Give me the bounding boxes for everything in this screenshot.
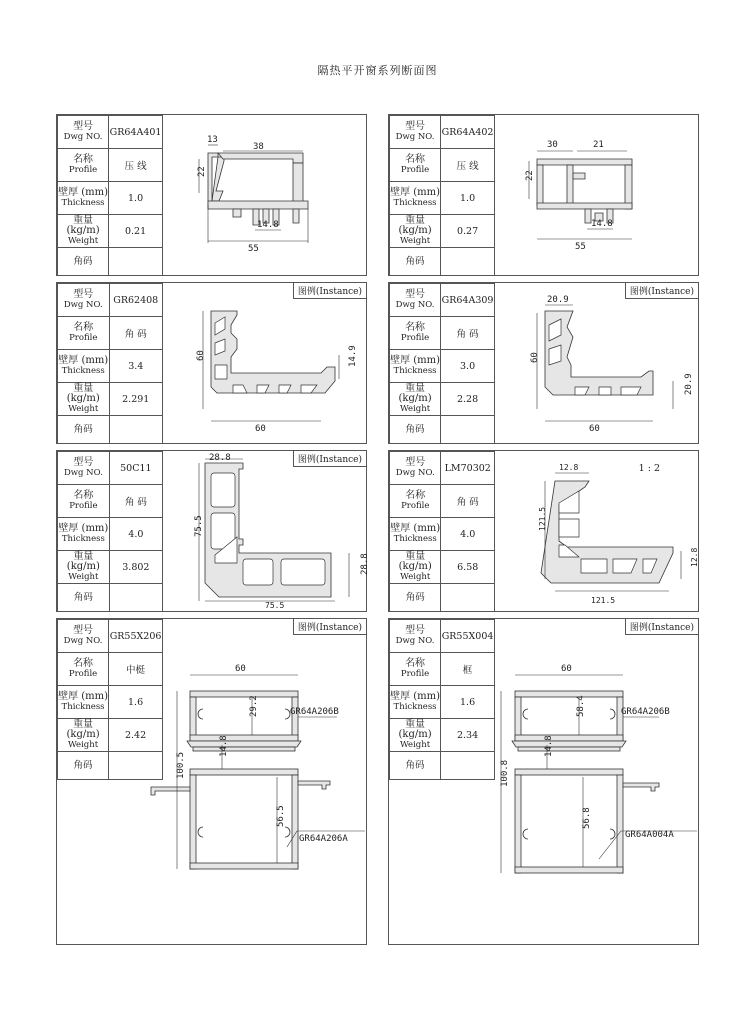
profile-label: 名称 xyxy=(73,490,94,501)
profile-panel-lm70302 xyxy=(388,450,699,612)
dim-label: 56.8 xyxy=(582,807,592,829)
dim-label: 60 xyxy=(589,424,600,434)
weight-label-en: Weight xyxy=(68,236,99,246)
thickness-label: 壁厚 (mm) xyxy=(390,355,441,366)
dwg-value: GR62408 xyxy=(109,284,163,317)
profile-panel-gr64a309 xyxy=(388,282,699,444)
thickness-label-en: Thickness xyxy=(61,534,105,544)
instance-legend: 图例(Instance) xyxy=(293,451,366,467)
dim-label: 121.5 xyxy=(591,596,616,605)
profile-label-en: Profile xyxy=(401,501,430,511)
profile-panel-50c11 xyxy=(56,450,370,612)
profile-label-en: Profile xyxy=(69,501,98,511)
dwg-label: 型号 xyxy=(405,289,426,300)
profile-panel-gr55x004 xyxy=(388,618,699,945)
profile-value: 压 线 xyxy=(109,149,163,182)
corner-label: 角码 xyxy=(390,584,441,612)
weight-label-en: Weight xyxy=(68,572,99,582)
thickness-value: 1.6 xyxy=(441,686,495,719)
dim-label: 56.5 xyxy=(276,805,286,827)
weight-label: 重量 (kg/m) xyxy=(66,215,100,236)
thickness-label: 壁厚 (mm) xyxy=(58,355,109,366)
profile-panel-gr64a402 xyxy=(388,114,699,276)
weight-label-en: Weight xyxy=(68,404,99,414)
thickness-label: 壁厚 (mm) xyxy=(390,187,441,198)
profile-label-en: Profile xyxy=(68,669,98,679)
weight-value: 0.27 xyxy=(441,215,495,248)
corner-label: 角码 xyxy=(58,584,110,612)
dim-label: 22 xyxy=(197,166,207,177)
dwg-label-en: Dwg NO. xyxy=(63,468,103,478)
weight-label-en: Weight xyxy=(400,236,431,246)
thickness-label: 壁厚 (mm) xyxy=(58,187,109,198)
dim-label: 100.8 xyxy=(500,759,510,787)
weight-value: 2.42 xyxy=(109,719,163,752)
dim-label: 60 xyxy=(255,424,266,434)
dim-label: 14.8 xyxy=(219,735,229,757)
dim-label: 14.9 xyxy=(348,345,358,367)
thickness-value: 1.6 xyxy=(109,686,163,719)
dim-label: 60 xyxy=(561,664,572,674)
spec-table xyxy=(57,115,163,276)
thickness-label: 壁厚 (mm) xyxy=(58,691,109,702)
callout-label: GR64A206B xyxy=(621,707,670,717)
profile-drawing xyxy=(163,115,366,275)
weight-value: 0.21 xyxy=(109,215,163,248)
dwg-value: GR55X004 xyxy=(441,620,495,653)
profile-drawing xyxy=(389,619,698,944)
profile-value: 角 码 xyxy=(109,317,163,350)
weight-label: 重量 (kg/m) xyxy=(398,215,432,236)
dim-label: 20.9 xyxy=(547,295,569,305)
profile-drawing xyxy=(495,451,698,611)
dim-label: 28.8 xyxy=(360,553,370,575)
profile-value: 角 码 xyxy=(109,485,162,518)
profile-drawing xyxy=(495,115,698,275)
profile-label-en: Profile xyxy=(400,669,430,679)
dim-label: 55 xyxy=(575,242,586,252)
weight-label: 重量 (kg/m) xyxy=(66,551,100,572)
weight-value: 3.802 xyxy=(109,551,162,584)
corner-value xyxy=(441,416,495,444)
dwg-label-en: Dwg NO. xyxy=(395,636,435,646)
dim-label: 14.8 xyxy=(544,735,554,757)
profile-panel-gr62408 xyxy=(56,282,367,444)
thickness-value: 3.0 xyxy=(441,350,495,383)
instance-legend: 图例(Instance) xyxy=(625,619,698,635)
callout-label: GR64A206A xyxy=(299,834,348,844)
profile-value: 压 线 xyxy=(441,149,495,182)
dwg-label: 型号 xyxy=(405,121,426,132)
dim-label: 13 xyxy=(207,135,218,145)
dwg-value: 50C11 xyxy=(109,452,162,485)
instance-legend: 图例(Instance) xyxy=(293,283,366,299)
profile-label: 名称 xyxy=(405,322,426,333)
dim-label: 58.4 xyxy=(576,695,586,717)
dwg-label: 型号 xyxy=(73,625,94,636)
dim-label: 30 xyxy=(547,140,558,150)
thickness-value: 4.0 xyxy=(109,518,162,551)
callout-label: GR64A004A xyxy=(625,830,674,840)
profile-label-en: Profile xyxy=(400,165,430,175)
instance-legend: 图例(Instance) xyxy=(625,283,698,299)
corner-value xyxy=(441,584,495,612)
profile-label-en: Profile xyxy=(68,165,98,175)
thickness-label-en: Thickness xyxy=(61,198,105,208)
dim-label: 75.5 xyxy=(265,601,285,610)
corner-value xyxy=(109,248,163,276)
dim-label: 38 xyxy=(253,142,264,152)
dim-label: 55 xyxy=(248,244,259,254)
spec-table xyxy=(57,283,163,444)
weight-label: 重量 (kg/m) xyxy=(66,383,100,404)
dwg-label-en: Dwg NO. xyxy=(63,636,103,646)
page-title: 隔热平开窗系列断面图 xyxy=(317,64,438,77)
dim-label: 14.8 xyxy=(591,219,613,229)
weight-label: 重量 (kg/m) xyxy=(66,719,100,740)
dwg-label-en: Dwg NO. xyxy=(395,300,435,310)
dwg-value: GR64A309 xyxy=(441,284,495,317)
profile-drawing xyxy=(163,451,370,611)
thickness-value: 4.0 xyxy=(441,518,495,551)
weight-value: 6.58 xyxy=(441,551,495,584)
corner-label: 角码 xyxy=(390,248,441,276)
thickness-label: 壁厚 (mm) xyxy=(390,691,441,702)
thickness-label-en: Thickness xyxy=(393,534,437,544)
weight-label-en: Weight xyxy=(68,740,99,750)
spec-table xyxy=(57,451,163,612)
dim-label: 20.9 xyxy=(684,373,694,395)
profile-value: 框 xyxy=(441,653,495,686)
dim-label: 60 xyxy=(530,352,540,363)
dwg-label: 型号 xyxy=(73,289,94,300)
instance-legend: 图例(Instance) xyxy=(293,619,366,635)
spec-table xyxy=(389,451,495,612)
thickness-label-en: Thickness xyxy=(393,366,437,376)
corner-label: 角码 xyxy=(58,752,109,780)
profile-value: 角 码 xyxy=(441,485,495,518)
weight-value: 2.28 xyxy=(441,383,495,416)
weight-label: 重量 (kg/m) xyxy=(398,383,432,404)
dwg-value: GR64A402 xyxy=(441,116,495,149)
dim-label: 12.8 xyxy=(690,547,699,567)
profile-panel-gr64a401 xyxy=(56,114,367,276)
dim-label: 60 xyxy=(235,664,246,674)
dim-label: 29.2 xyxy=(249,695,259,717)
dwg-value: GR55X206 xyxy=(109,620,163,653)
weight-value: 2.34 xyxy=(441,719,495,752)
profile-panel-gr55x206 xyxy=(56,618,367,945)
profile-drawing xyxy=(57,619,366,944)
thickness-label-en: Thickness xyxy=(393,198,437,208)
thickness-label: 壁厚 (mm) xyxy=(58,523,109,534)
dim-label: 100.5 xyxy=(176,751,186,779)
spec-table xyxy=(389,283,495,444)
corner-label: 角码 xyxy=(58,248,109,276)
weight-value: 2.291 xyxy=(109,383,163,416)
thickness-label: 壁厚 (mm) xyxy=(390,523,441,534)
thickness-value: 3.4 xyxy=(109,350,163,383)
dwg-label-en: Dwg NO. xyxy=(63,132,103,142)
dwg-label: 型号 xyxy=(405,625,426,636)
dwg-label: 型号 xyxy=(73,457,94,468)
profile-label: 名称 xyxy=(73,322,94,333)
profile-label: 名称 xyxy=(405,490,426,501)
weight-label-en: Weight xyxy=(400,740,431,750)
dim-label: 12.8 xyxy=(559,463,579,472)
dwg-label-en: Dwg NO. xyxy=(63,300,103,310)
weight-label: 重量 (kg/m) xyxy=(398,719,432,740)
dim-label: 28.8 xyxy=(209,453,231,463)
corner-value xyxy=(109,416,163,444)
profile-label: 名称 xyxy=(405,658,426,669)
corner-value xyxy=(109,584,162,612)
profile-label-en: Profile xyxy=(69,333,98,343)
callout-label: GR64A206B xyxy=(290,707,339,717)
dwg-value: GR64A401 xyxy=(109,116,163,149)
weight-label-en: Weight xyxy=(400,572,431,582)
weight-label: 重量 (kg/m) xyxy=(398,551,432,572)
dwg-value: LM70302 xyxy=(441,452,495,485)
dim-label: 22 xyxy=(525,170,535,181)
thickness-label-en: Thickness xyxy=(61,366,105,376)
thickness-value: 1.0 xyxy=(109,182,163,215)
dwg-label: 型号 xyxy=(73,121,94,132)
spec-table xyxy=(389,115,495,276)
profile-label-en: Profile xyxy=(400,333,430,343)
dwg-label-en: Dwg NO. xyxy=(395,132,435,142)
dim-label: 14.8 xyxy=(257,220,279,230)
dwg-label-en: Dwg NO. xyxy=(395,468,435,478)
profile-label: 名称 xyxy=(73,154,94,165)
scale-label: 1 : 2 xyxy=(638,463,660,474)
dim-label: 21 xyxy=(593,140,604,150)
thickness-value: 1.0 xyxy=(441,182,495,215)
dim-label: 60 xyxy=(196,350,206,361)
thickness-label-en: Thickness xyxy=(393,702,437,712)
dim-label: 75.5 xyxy=(194,515,204,537)
weight-label-en: Weight xyxy=(400,404,431,414)
corner-label: 角码 xyxy=(390,416,441,444)
corner-label: 角码 xyxy=(390,752,441,780)
profile-value: 角 码 xyxy=(441,317,495,350)
profile-drawing xyxy=(495,283,698,443)
dim-label: 121.5 xyxy=(538,506,547,531)
profile-value: 中梃 xyxy=(109,653,163,686)
profile-drawing xyxy=(163,283,366,443)
profile-label: 名称 xyxy=(73,658,94,669)
corner-label: 角码 xyxy=(58,416,110,444)
dwg-label: 型号 xyxy=(405,457,426,468)
corner-value xyxy=(441,248,495,276)
thickness-label-en: Thickness xyxy=(61,702,105,712)
profile-label: 名称 xyxy=(405,154,426,165)
